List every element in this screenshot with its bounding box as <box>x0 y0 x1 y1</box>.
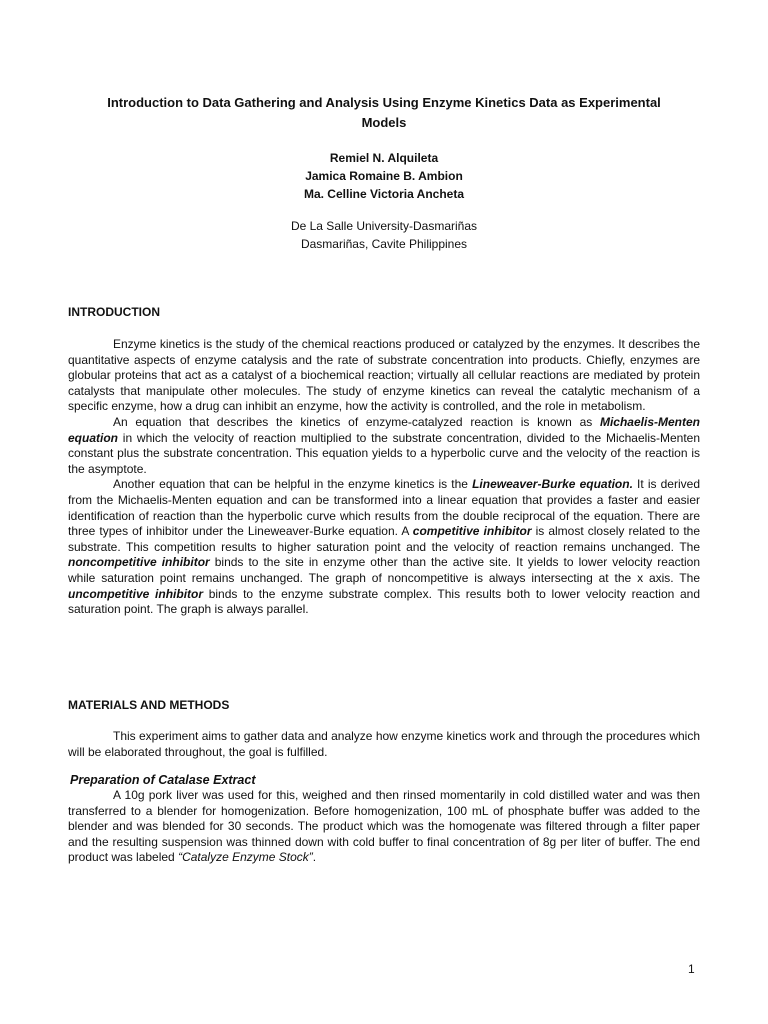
methods-intro <box>68 729 700 760</box>
author-name: Remiel N. Alquileta <box>329 151 439 165</box>
affiliation-line: Dasmariñas, Cavite Philippines <box>300 237 468 251</box>
paragraph-text: A 10g pork liver was used for this, weighed and then rinsed momentarily in cold distilled water and was then transferred to a blender for homogenization. Before homogenization, 100 mL of phosphate buffer was added to the blender and was blended for 30 seconds. The product which was the homogenate was filtered through a filter paper and the resulting suspension was thinned down with cold buffer to final concentration of 8g per liter of buffer. The end product was labeled <box>68 788 700 865</box>
stock-label: “Catalyze Enzyme Stock” <box>178 850 313 865</box>
section-heading-introduction: INTRODUCTION <box>68 305 160 319</box>
paragraph-text: . <box>312 850 317 865</box>
paper-title: Introduction to Data Gathering and Analysis Using Enzyme Kinetics Data as Experimental Models <box>107 95 661 130</box>
paragraph-text: An equation that describes the kinetics of enzyme-catalyzed reaction is known as <box>113 414 600 429</box>
key-term: Michaelis-Menten equation <box>68 414 700 445</box>
paragraph <box>68 415 700 477</box>
key-term: noncompetitive inhibitor <box>68 555 210 570</box>
methods-body <box>68 788 700 866</box>
paragraph-text: binds to the enzyme substrate complex. This results both to lower velocity reaction and saturation point. The graph is always parallel. <box>68 586 700 617</box>
paragraph-text: is almost closely related to the substrate. This competition results to higher saturation point and the velocity of reaction remains unchanged. The <box>68 524 701 554</box>
paragraph <box>68 477 700 617</box>
introduction-body <box>68 337 700 618</box>
affiliation <box>0 217 768 253</box>
paragraph-text: This experiment aims to gather data and analyze how enzyme kinetics work and through the procedures which will be elaborated throughout, the goal is fulfilled. <box>68 729 700 759</box>
author-list <box>0 149 768 203</box>
key-term: Lineweaver-Burke equation. <box>472 477 633 492</box>
key-term: uncompetitive inhibitor <box>68 586 204 601</box>
subsection-heading: Preparation of Catalase Extract <box>70 773 256 787</box>
paragraph <box>68 337 700 415</box>
paragraph-text: binds to the site in enzyme other than the active site. It yields to lower velocity reaction while saturation point remains unchanged. The graph of noncompetitive is always intersecting at the x axis. The <box>68 555 701 585</box>
paragraph <box>68 729 700 760</box>
affiliation-line: De La Salle University-Dasmariñas <box>290 219 478 233</box>
paragraph-text: It is derived from the Michaelis-Menten equation and can be transformed into a linear equation that provides a faster and easier identification of reaction than the hyperbolic curve which results from the double reciprocal of the equation. There are three types of inhibitor under the Lineweaver-Burke equation. A <box>68 477 700 539</box>
key-term: competitive inhibitor <box>412 524 532 539</box>
paragraph-text: Another equation that can be helpful in the enzyme kinetics is the <box>113 477 473 492</box>
paragraph <box>68 788 700 866</box>
paragraph-text: in which the velocity of reaction multiplied to the substrate concentration, divided to the Michaelis-Menten constant plus the substrate concentration. This equation yields to a hyperbolic curve and the velocity of the reaction is the asymptote. <box>68 430 700 476</box>
section-heading-methods: MATERIALS AND METHODS <box>68 698 230 712</box>
paragraph-text: Enzyme kinetics is the study of the chemical reactions produced or catalyzed by the enzymes. It describes the quantitative aspects of enzyme catalysis and the rate of substrate concentration into products. Chiefly, enzymes are globular proteins that act as a catalyst of a biochemical reaction; virtually all cellular reactions are mediated by protein catalysts that manipulate other molecules. The study of enzyme kinetics can reveal the catalytic mechanism of a specific enzyme, how a drug can inhibit an enzyme, how the activity is controlled, and the role in metabolism. <box>68 337 700 414</box>
page-number: 1 <box>688 962 695 976</box>
author-name: Jamica Romaine B. Ambion <box>305 169 463 183</box>
author-name: Ma. Celline Victoria Ancheta <box>303 187 465 201</box>
